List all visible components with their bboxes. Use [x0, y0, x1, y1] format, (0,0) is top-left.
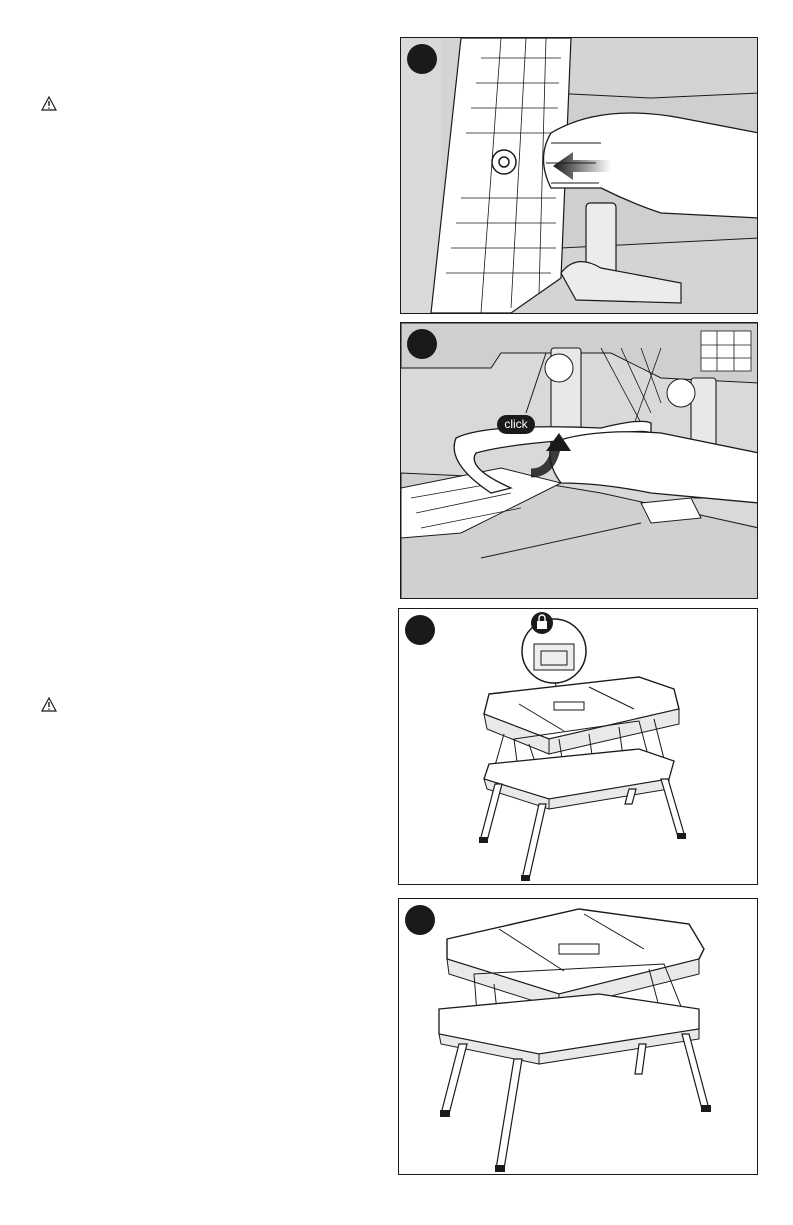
step-badge — [405, 615, 435, 645]
step-1-illustration — [400, 37, 758, 314]
handle-click-drawing — [401, 323, 758, 599]
step-2-illustration — [400, 322, 758, 599]
step-4-illustration — [398, 898, 758, 1175]
step-3-illustration — [398, 608, 758, 885]
warning-triangle-icon — [41, 697, 57, 712]
warning-triangle-icon — [41, 96, 57, 111]
workbench-handle-fold-drawing — [399, 899, 758, 1175]
step-badge — [407, 44, 437, 74]
leg-lock-drawing — [401, 38, 758, 314]
step-badge — [405, 905, 435, 935]
click-callout: click — [497, 415, 535, 434]
workbench-locked-drawing — [399, 609, 758, 885]
padlock-icon — [531, 612, 553, 634]
step-badge — [407, 329, 437, 359]
